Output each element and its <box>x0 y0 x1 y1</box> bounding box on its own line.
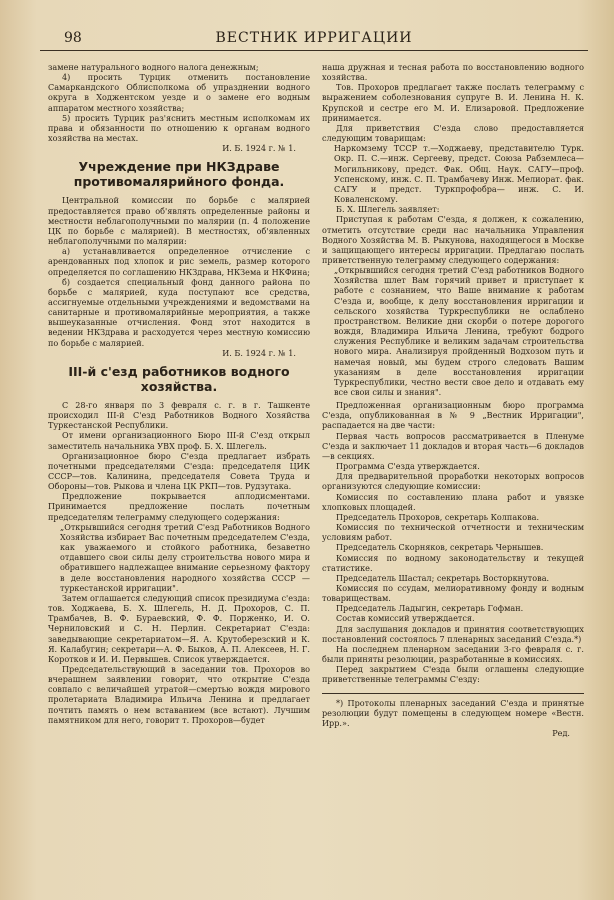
footnote-text: *) Протоколы пленарных заседаний С'езда и принятые резолюции будут помещены в следующем номере «Вестн. Ирр.». <box>322 697 584 728</box>
right-column <box>322 62 584 738</box>
telegram-quote: „Открывшийся сегодня третий С'езд Работников Водного Хозяйства избирает Вас почетным председателем С'езда, как уважаемого и стойкого работника, безаветно отдавшего свои силы делу строительства нового мира и обратившего надлежащее внимание серьезному фактору в деле восстановления народного хозяйства СССР —туркестанской ирригации". <box>60 521 310 593</box>
section-heading: Учреждение при НКЗдраве противомалярийного фонда. <box>73 159 285 190</box>
page-number: 98 <box>64 30 82 46</box>
left-column <box>48 62 310 725</box>
paragraph: Комиссия по водному законодательству и текущей статистике. <box>322 552 584 573</box>
paragraph: наша дружная и тесная работа по восстановлению водного хозяйства. <box>322 62 584 83</box>
paragraph: 4) просить Турцик отменить постановление Самаркандского Облисполкома об упразднении водного округа в Ходжентском уезде и о замене его водным аппаратом местного хозяйства; <box>48 72 310 113</box>
paragraph: С 28-го января по 3 февраля с. г. в г. Ташкенте происходил III-й С'езд Работников Водного Хозяйства Туркестанской Республики. <box>48 399 310 431</box>
paragraph: Председатель Прохоров, секретарь Колпакова. <box>336 511 540 522</box>
signature: И. Б. 1924 г. № 1. <box>222 347 296 358</box>
footnote <box>322 693 584 739</box>
paragraph: Председательствующий в заседании тов. Прохоров во вчерашнем заявлении говорит, что открытие С'езда совпало с величайшей утратой—смертью вождя мирового пролетариата Владимира Ильича Ленина и предлагает почтить память о нем вставанием (все встают). Лучшим памятником для него, говорит т. Прохоров—будет <box>48 663 310 725</box>
paragraph: Организационное бюро С'езда предлагает избрать почетными председателями С'езда: председателя ЦИК СССР—тов. Калинина, председателя Совета Труда и Обороны—тов. Рыкова и члена ЦК РКП—тов. Рудзутака. <box>48 450 310 492</box>
paragraph: Председатель Скорняков, секретарь Чернышев. <box>336 542 544 553</box>
paragraph: Комиссия по ссудам, мелиоративному фонду и водным товариществам. <box>322 582 584 604</box>
paragraph: а) устанавливается определенное отчисление с арендованных под хлопок и рис земель, размер которого определяется по соглашению НКЗдрава, НКЗема и НКФина; <box>48 246 310 277</box>
paragraph: Комиссия по составлению плана работ и увязке хлопковых площадей. <box>322 491 584 512</box>
paragraph: Для заслушания докладов и принятия соответствующих постановлений состоялось 7 пленарных заседаний С'езда.*) <box>322 623 584 644</box>
paragraph: Председатель Ладыгин, секретарь Гофман. <box>336 603 524 614</box>
paragraph: Тов. Прохоров предлагает также послать телеграмму с выражением соболезнования супруге В. И. Ленина Н. К. Крупской и сестре его М. И. Елизаровой. Предложение принимается. <box>322 82 584 123</box>
paragraph: Перед закрытием С'езда были оглашены следующие приветственные телеграммы С'езду: <box>322 664 584 685</box>
paragraph: Центральной комиссии по борьбе с малярией предоставляется право об'являть определенные районы и местности неблагополучными по малярии (п. 4 положение ЦК по борьбе с малярией). В местностях, об'явленных неблагополучными по малярии: <box>48 195 310 247</box>
speakers-list: Наркомзему ТССР т.—Ходжаеву, представителю Турк. Окр. П. С.—инж. Сергееву, предст. Союза Рабземлеса—Могильникову, предст. Фак. Общ. Наук. САГУ—проф. Успенскому, инж. С. П. Трамбачеву Инж. Мелиорат. фак. САГУ и предст. Туркпрофобра— инж. С. И. Коваленскому. <box>334 143 584 205</box>
paragraph: Первая часть вопросов рассматривается в Пленуме С'езда и заключает 11 докладов и вторая часть—6 докладов—в секциях. <box>322 430 584 461</box>
signature: И. Б. 1924 г. № 1. <box>222 143 296 154</box>
paragraph: Программа С'езда утверждается. <box>336 461 480 472</box>
paragraph: замене натурального водного налога денежным; <box>48 62 259 72</box>
page-header <box>40 28 588 51</box>
paragraph: Для приветствия С'езда слово предоставляется следующим товарищам: <box>322 122 584 144</box>
paragraph: Затем оглашается следующий список президиума с'езда: тов. Ходжаева, Б. Х. Шлегель, Н. Д. Прохоров, С. П. Трамбачев, В. Ф. Бураевский, Ф. Ф. Порженко, И. О. Черниловский и С. Н. Перлин. Секретариат С'езда: заведывающие секретариатом—Я. А. Крутоберезский и К. Я. Калабугин; секретари—А. Ф. Быков, А. П. Алексеев, Н. Г. Коротков и И. И. Первышев. Список утверждается. <box>48 592 310 664</box>
paragraph: Предложение покрывается аплодисментами. Принимается предложение послать почетным председателям телеграмму следующего содержания: <box>48 491 310 522</box>
paragraph: От имени организационного Бюро III-й С'езд открыл заместитель начальника УВХ проф. Б. Х. Шлегель. <box>48 430 310 451</box>
paragraph: 5) просить Турцик раз'яснить местным исполкомам их права и обязанности по отношению к органам водного хозяйства на местах. <box>48 112 310 144</box>
paragraph: Предложенная организационным бюро программа С'езда, опубликованная в № 9 „Вестник Ирригации", распадается на две части: <box>322 400 584 431</box>
footnote-sign: Ред. <box>552 728 570 738</box>
speaker-name: Б. Х. Шлегель заявляет: <box>336 204 440 215</box>
paragraph: Для предварительной проработки некоторых вопросов организуются следующие комиссии: <box>322 471 584 492</box>
paragraph: Приступая к работам С'езда, я должен, к сожалению, отметить отсутствие среди нас начальника Управления Водного Хозяйства М. В. Рыкунова, находящегося в Москве и защищающего интересы ирригации. Предлагаю послать приветственную телеграмму следующего содержания: <box>322 214 584 265</box>
section-heading: III-й с'езд работников водного хозяйства. <box>68 363 290 394</box>
paragraph: Комиссия по технической отчетности и техническим условиям работ. <box>322 522 584 543</box>
paragraph: На последнем пленарном заседании 3-го февраля с. г. были приняты резолюции, разработанные в комиссиях. <box>322 643 584 665</box>
telegram-quote: „Открывшийся сегодня третий С'езд работников Водного Хозяйства шлет Вам горячий привет и приступает к работе с сознанием, что Ваше внимание к работам С'езда и, вообще, к делу восстановления ирригации и сельского хозяйства Туркреспублики не ослаблено пространством. Великие дни скорби о потере дорогого вождя, Владимира Ильича Ленина, требуют бодрого служения Республике и великим задачам строительства нового мира. Анализируя пройденный Водхозом путь и намечая новый, мы будем строго следовать Вашим указаниям в деле восстановления ирригации Туркреспублики, честно вести свое дело и отдавать ему все свои силы и знания". <box>334 265 584 397</box>
paragraph: Председатель Шастал; секретарь Восторкнутова. <box>336 572 550 583</box>
journal-title: ВЕСТНИК ИРРИГАЦИИ <box>215 30 413 46</box>
paragraph: Состав комиссий утверждается. <box>336 613 475 624</box>
paragraph: б) создается специальный фонд данного района по борьбе с малярией, куда поступают все средства, ассигнуемые отдельными учреждениями и ведомствами на санитарные и противомалярийные мероприятия, а также вышеуказанные отчисления. Фонд этот находится в ведении НКЗдрава и расходуется через местную комиссию по борьбе с малярией. <box>48 276 310 348</box>
